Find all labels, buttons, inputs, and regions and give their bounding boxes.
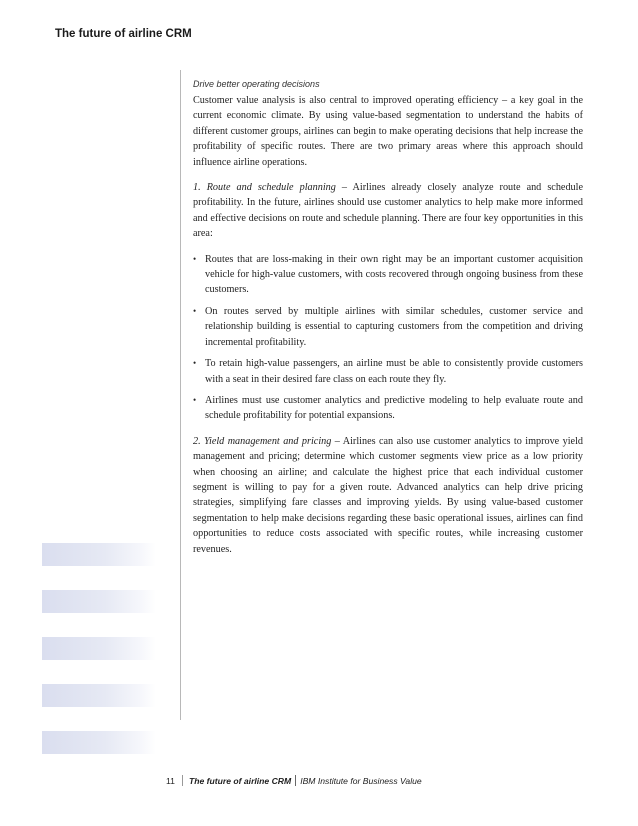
footer-publication: The future of airline CRM [189,776,292,786]
route-schedule-text: – Airlines already closely analyze route and schedule profitability. In the future, airlines should use customer analytics to help make more informed and effective decisions on route and schedule planning. There are four key opportunities in this area: [193,182,583,240]
main-content [193,78,583,567]
footer-institute: IBM Institute for Business Value [300,776,422,786]
route-schedule-paragraph [193,180,583,242]
running-title: The future of airline CRM [55,28,192,40]
yield-pricing-label: 2. Yield management and pricing [193,435,332,447]
footer-divider [182,775,183,786]
decorative-bar-1 [42,543,156,566]
column-divider [180,70,181,720]
decorative-bar-2 [42,590,156,613]
page-number: 11 [166,776,175,786]
list-item: • Airlines must use customer analytics and predictive modeling to help evaluate route and schedule profitability for potential expansions. [193,393,583,424]
opportunity-list [193,252,583,424]
decorative-bar-3 [42,637,156,660]
section-heading: Drive better operating decisions [193,79,320,89]
yield-pricing-text: – Airlines can also use customer analytics to improve yield management and pricing; determine which customer segments view price as a low priority when choosing an airline; and calculate the highest price that each individual customer segment is willing to pay for a given route. Advanced analytics can help drive pricing strategies, simplifying fare classes and improving yields. By using value-based customer segmentation to help make decisions regarding these basic operational issues, airlines can find opportunities to reduce costs associated with specific routes, while increasing customer revenues. [193,435,583,555]
footer-separator [295,775,296,786]
decorative-bar-5 [42,731,156,754]
route-schedule-label: 1. Route and schedule planning [193,182,336,194]
page-footer [166,775,422,786]
intro-paragraph: Customer value analysis is also central to improved operating efficiency – a key goal in the current economic climate. By using value-based segmentation to understand the habits of different customer groups, airlines can begin to make operating decisions that help increase the profitability of specific routes. There are two primary areas where this approach should influence airline operations. [193,95,583,168]
decorative-bar-4 [42,684,156,707]
list-item: • To retain high-value passengers, an airline must be able to consistently provide customers with a seat in their desired fare class on each route they fly. [193,356,583,387]
list-item: • Routes that are loss-making in their own right may be an important customer acquisition vehicle for high-value customers, with costs recovered through ongoing business from these customers. [193,252,583,298]
list-item: • On routes served by multiple airlines with similar schedules, customer service and relationship building is essential to capturing customers from the competition and driving incremental profitability. [193,304,583,350]
yield-pricing-paragraph [193,434,583,557]
